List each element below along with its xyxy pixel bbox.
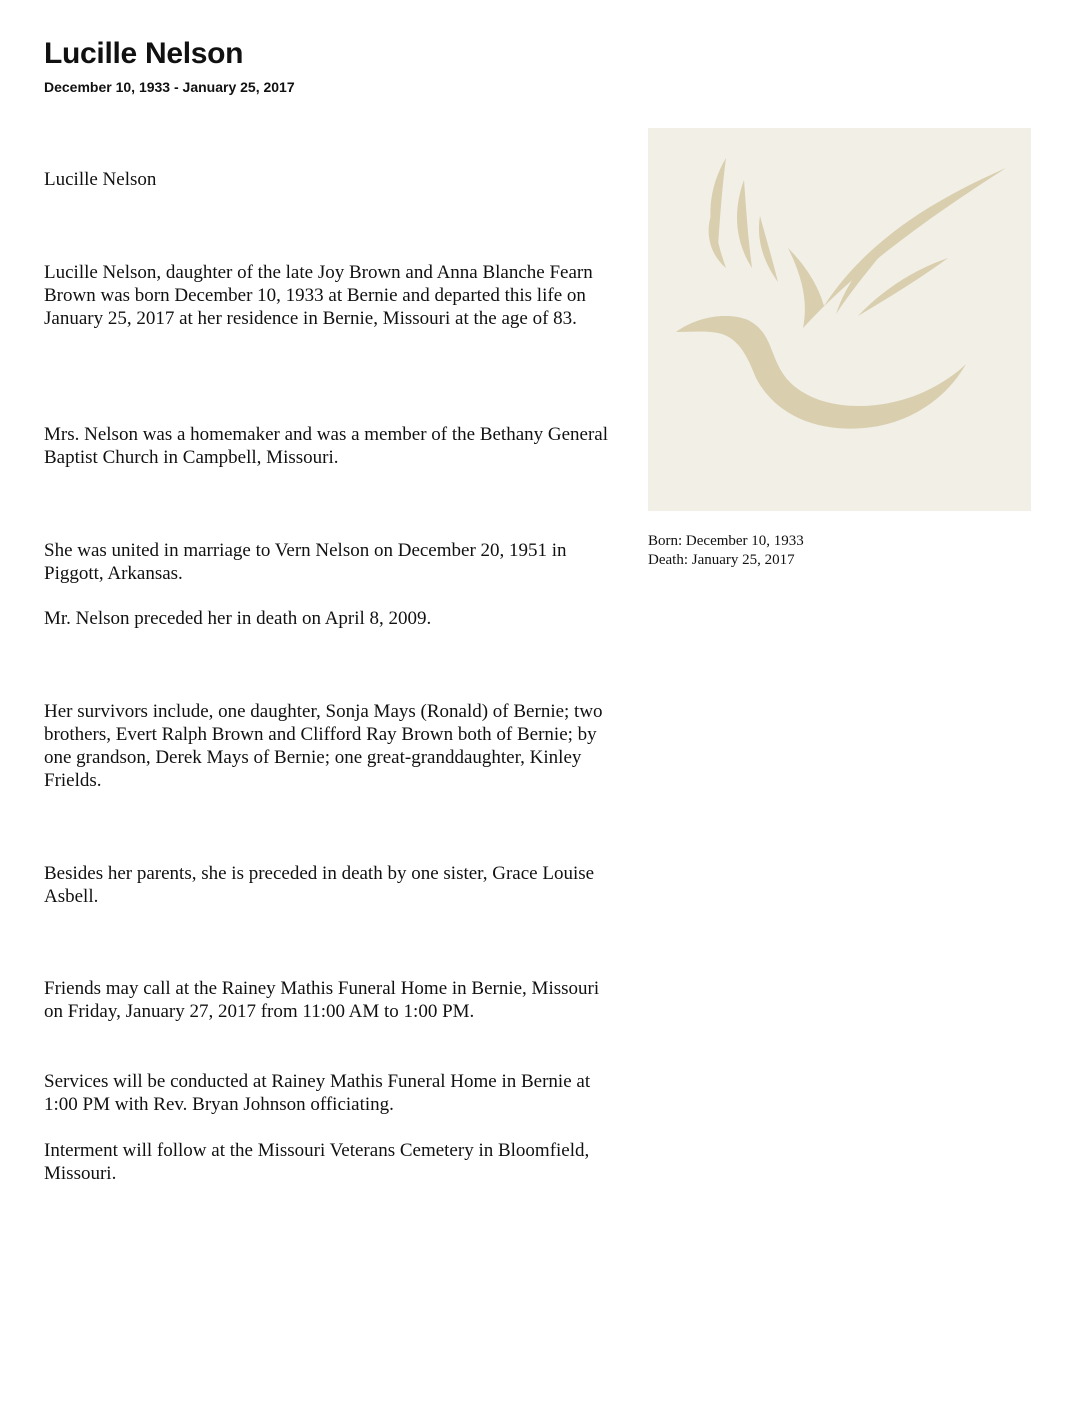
dove-icon [648,128,1031,511]
born-date: Born: December 10, 1933 [648,533,804,549]
death-date: Death: January 25, 2017 [648,552,795,568]
memorial-image [648,128,1031,511]
obituary-paragraph: Mr. Nelson preceded her in death on April 8, 2009. [44,608,432,629]
obituary-paragraph: Services will be conducted at Rainey Mathis Funeral Home in Bernie at 1:00 PM with Rev. Bryan Johnson officiating. [44,1071,591,1115]
obituary-paragraph: Mrs. Nelson was a homemaker and was a member of the Bethany General Baptist Church in Campbell, Missouri. [44,424,609,468]
obituary-paragraph: Her survivors include, one daughter, Sonja Mays (Ronald) of Bernie; two brothers, Evert Ralph Brown and Clifford Ray Brown both of Bernie; by one grandson, Derek Mays of Bernie; one great-granddaughter, Kinley Frields. [44,701,603,791]
page-title: Lucille Nelson [44,37,244,70]
obituary-paragraph: Interment will follow at the Missouri Veterans Cemetery in Bloomfield, Missouri. [44,1140,590,1184]
life-dates: December 10, 1933 - January 25, 2017 [44,79,295,95]
obituary-paragraph: Friends may call at the Rainey Mathis Funeral Home in Bernie, Missouri on Friday, January 27, 2017 from 11:00 AM to 1:00 PM. [44,978,600,1022]
obituary-paragraph: Lucille Nelson [44,169,157,190]
obituary-paragraph: She was united in marriage to Vern Nelson on December 20, 1951 in Piggott, Arkansas. [44,540,567,584]
obituary-paragraph: Besides her parents, she is preceded in death by one sister, Grace Louise Asbell. [44,863,595,907]
obituary-paragraph: Lucille Nelson, daughter of the late Joy Brown and Anna Blanche Fearn Brown was born December 10, 1933 at Bernie and departed this life on January 25, 2017 at her residence in Bernie, Missouri at the age of 83. [44,262,593,329]
